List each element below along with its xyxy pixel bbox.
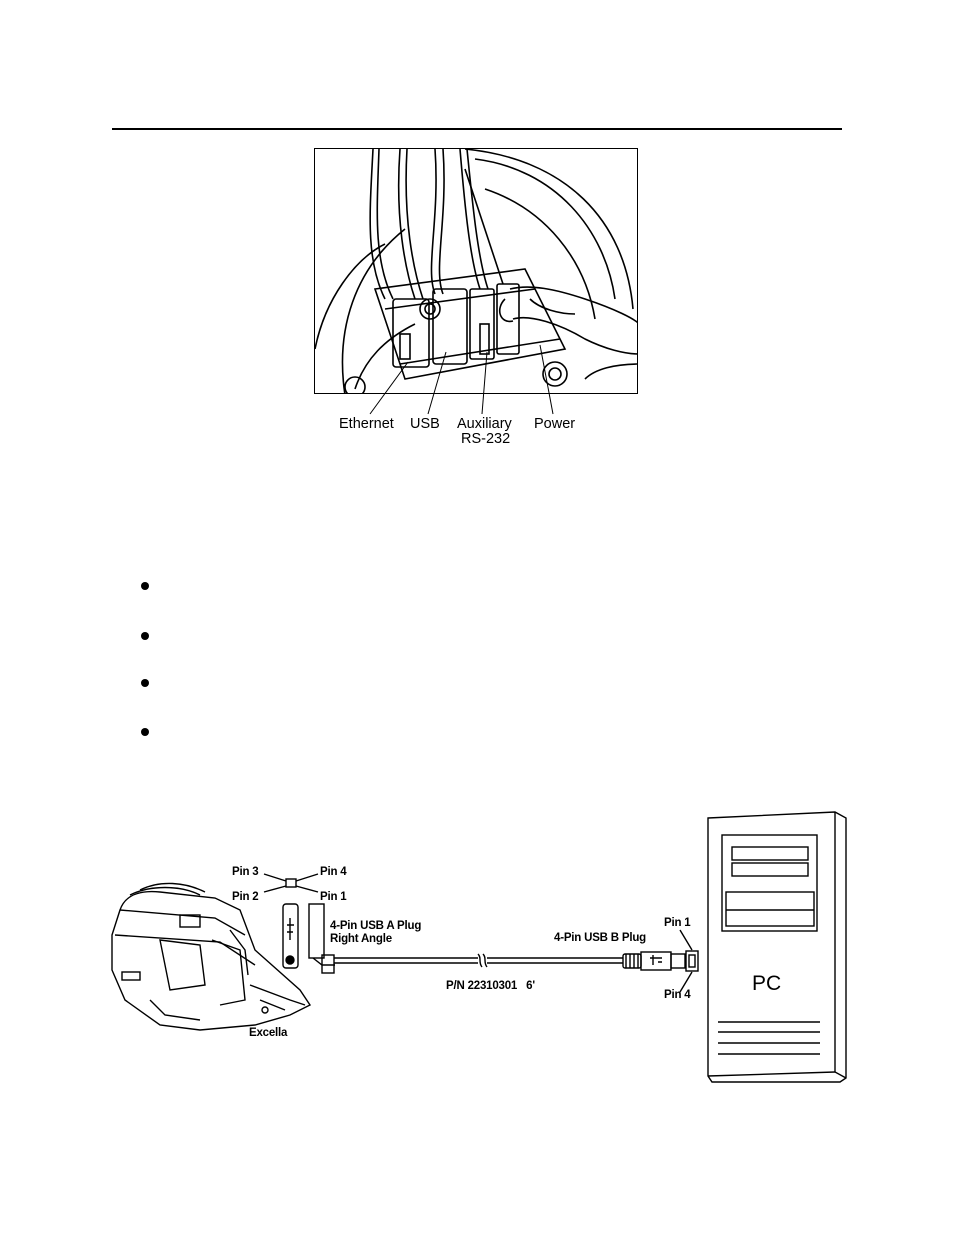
label-ethernet: Ethernet xyxy=(339,416,394,432)
usb-a-plug-label: 4-Pin USB A Plug xyxy=(330,920,422,932)
pin1-label-right: Pin 1 xyxy=(664,917,691,929)
usb-a-right-angle-label: Right Angle xyxy=(330,933,392,945)
pc-tower xyxy=(708,812,846,1082)
pin4-label-top: Pin 4 xyxy=(320,866,347,878)
pin4-label-right: Pin 4 xyxy=(664,989,691,1001)
usb-b-plug-label: 4-Pin USB B Plug xyxy=(554,932,647,944)
label-leader-lines xyxy=(0,0,954,440)
device-name-label: Excella xyxy=(249,1027,288,1039)
label-power: Power xyxy=(534,416,576,432)
pc-label: PC xyxy=(752,972,782,995)
scanner-device xyxy=(112,883,310,1030)
part-number-label: P/N 22310301 6' xyxy=(446,980,535,992)
pin1-label-top: Pin 1 xyxy=(320,891,347,903)
label-rs232: RS-232 xyxy=(461,431,511,447)
bullet-4 xyxy=(141,728,149,736)
bullet-3 xyxy=(141,679,149,687)
label-auxiliary: Auxiliary xyxy=(457,416,512,432)
bullet-2 xyxy=(141,632,149,640)
bullet-1 xyxy=(141,582,149,590)
label-usb: USB xyxy=(410,416,440,432)
usb-cable-diagram xyxy=(0,800,954,1100)
pin3-label: Pin 3 xyxy=(232,866,259,878)
pin2-label: Pin 2 xyxy=(232,891,259,903)
